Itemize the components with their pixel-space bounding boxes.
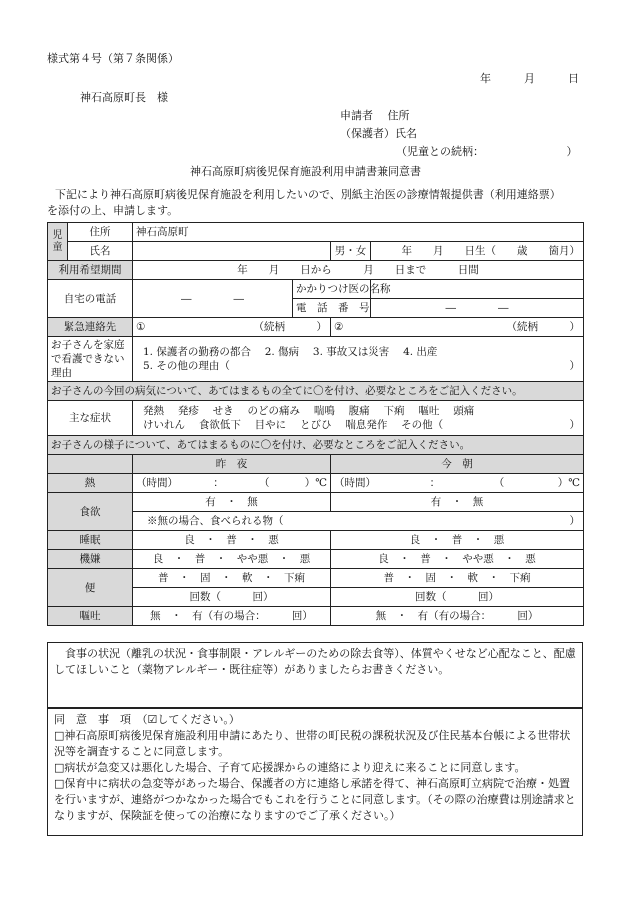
reason-label: お子さんを家庭で看護できない理由 [48,337,133,382]
stool-count-last-night[interactable]: 回数（ 回） [133,588,331,607]
sleep-label: 睡眠 [48,531,133,550]
doctor-phone-label: 電 話 番 号 [293,299,371,318]
stool-label: 便 [48,569,133,607]
name-value[interactable] [133,242,331,261]
emergency-2-mark: ② [334,321,344,333]
stool-morning[interactable]: 普 ・ 固 ・ 軟 ・ 下痢 [331,569,584,588]
fever-unit: ）℃ [557,477,581,489]
state-header: お子さんの様子について、あてはまるものに〇を付け、必要なところをご記入ください。 [48,436,584,455]
fever-paren: （ [259,477,270,489]
period-value[interactable]: 年 月 日から 月 日まで 日間 [133,261,584,280]
intro-line-1: 下記により神石高原町病後児保育施設を利用したいので、別紙主治医の診療情報提供書（利用連絡票） [55,188,561,201]
fever-unit: ）℃ [304,477,327,489]
reason-options[interactable] [133,337,584,382]
applicant-address-label: 申請者 住所 [340,109,410,122]
applicant-name-label: （保護者）氏名 [340,127,417,140]
home-phone-value[interactable]: ― ― [133,280,293,318]
intro-line-2: を添付の上、申請します。 [47,204,179,217]
application-table [47,222,584,626]
symptoms-label: 主な症状 [48,401,133,436]
emergency-contact-2[interactable] [331,318,584,337]
fever-paren: （ [493,477,505,489]
reason-line-1: 1. 保護者の勤務の都合 2. 傷病 3. 事故又は災害 4. 出産 [143,346,438,358]
name-label: 氏名 [68,242,133,261]
stool-count-morning[interactable]: 回数（ 回） [331,588,584,607]
addressee: 神石高原町長 様 [80,91,168,104]
consent-item-1[interactable]: □神石高原町病後児保育施設利用申請にあたり、世帯の町民税の課税状況及び住民基本台帳による世帯状況等を調査することに同意します。 [54,729,571,758]
emergency-2-relation: （続柄 ） [506,321,581,333]
reason-line-2-end: ） [569,360,581,372]
appetite-note-text: ※無の場合、食べられる物（ [147,515,284,527]
vomit-label: 嘔吐 [48,607,133,626]
fever-label: 熱 [48,474,133,493]
doctor-name-value[interactable] [371,280,584,299]
home-phone-label: 自宅の電話 [48,280,133,318]
doctor-phone-value[interactable]: ― ― [371,299,584,318]
fever-colon: ： [429,477,441,489]
address-value[interactable]: 神石高原町 [133,223,584,242]
notes-box[interactable] [47,642,583,708]
vomit-morning[interactable]: 無 ・ 有（有の場合： 回） [331,607,584,626]
state-blank-header [48,455,133,474]
fever-time-label: （時間） [334,477,376,489]
symptoms-line-2: けいれん 食欲低下 目やに とびひ 喘息発作 その他（ [143,419,444,431]
stool-last-night[interactable]: 普 ・ 固 ・ 軟 ・ 下痢 [133,569,331,588]
emergency-label: 緊急連絡先 [48,318,133,337]
symptoms-line-1: 発熱 発疹 せき のどの痛み 喘鳴 腹痛 下痢 嘔吐 頭痛 [143,405,475,417]
date-line: 年 月 日 [480,72,579,85]
mood-morning[interactable]: 良 ・ 普 ・ やや悪 ・ 悪 [331,550,584,569]
emergency-contact-1[interactable] [133,318,331,337]
consent-title: 同 意 事 項 （☑してください。） [54,713,240,726]
symptoms-options[interactable] [133,401,584,436]
form-number: 様式第４号（第７条関係） [47,52,179,65]
emergency-1-mark: ① [136,321,146,333]
doctor-name-label: かかりつけ医の名称 [293,280,371,299]
notes-text: 食事の状況（離乳の状況・食事制限・アレルギーのための除去食等）、体質やくせなど心配なこと、配慮してほしいこと（薬物アレルギー・既往症等）がありましたらお書きください。 [54,647,576,676]
sleep-last-night[interactable]: 良 ・ 普 ・ 悪 [133,531,331,550]
consent-item-3[interactable]: □保育中に病状の急変等があった場合、保護者の方に連絡し承諾を得て、神石高原町立病院で治療・処置を行いますが、連絡がつかなかった場合でもこれを行うことに同意します。（その際の治療費は別途請求となりますが、保険証を使っての治療になりますのでご了承ください。） [54,777,576,822]
consent-box [47,708,583,836]
mood-last-night[interactable]: 良 ・ 普 ・ やや悪 ・ 悪 [133,550,331,569]
fever-morning[interactable] [331,474,584,493]
period-label: 利用希望期間 [48,261,133,280]
reason-line-2: 5. その他の理由（ [143,360,230,372]
mood-label: 機嫌 [48,550,133,569]
fever-time-label: （時間） [136,477,178,489]
sleep-morning[interactable]: 良 ・ 普 ・ 悪 [331,531,584,550]
fever-last-night[interactable] [133,474,331,493]
appetite-note[interactable] [133,512,584,531]
fever-colon: ： [213,477,224,489]
consent-item-2[interactable]: □病状が急変又は悪化した場合、子育て応援課からの連絡により迎えに来ることに同意します。 [54,761,526,774]
applicant-relation: （児童との続柄： ） [396,145,578,158]
appetite-note-end: ） [569,515,581,527]
illness-header: お子さんの今回の病気について、あてはまるもの全てに〇を付け、必要なところをご記入ください。 [48,382,584,401]
appetite-label: 食欲 [48,493,133,531]
appetite-last-night[interactable]: 有 ・ 無 [133,493,331,512]
document-title: 神石高原町病後児保育施設利用申請書兼同意書 [190,165,421,178]
gender-options[interactable]: 男・女 [331,242,371,261]
address-label: 住所 [68,223,133,242]
symptoms-line-2-end: ） [569,419,581,431]
birth-date[interactable]: 年 月 日生（ 歳 箇月） [371,242,584,261]
appetite-morning[interactable]: 有 ・ 無 [331,493,584,512]
col-last-night: 昨 夜 [133,455,331,474]
col-morning: 今 朝 [331,455,584,474]
child-label: 児童 [48,223,68,261]
emergency-1-relation: （続柄 ） [253,321,327,333]
vomit-last-night[interactable]: 無 ・ 有（有の場合： 回） [133,607,331,626]
